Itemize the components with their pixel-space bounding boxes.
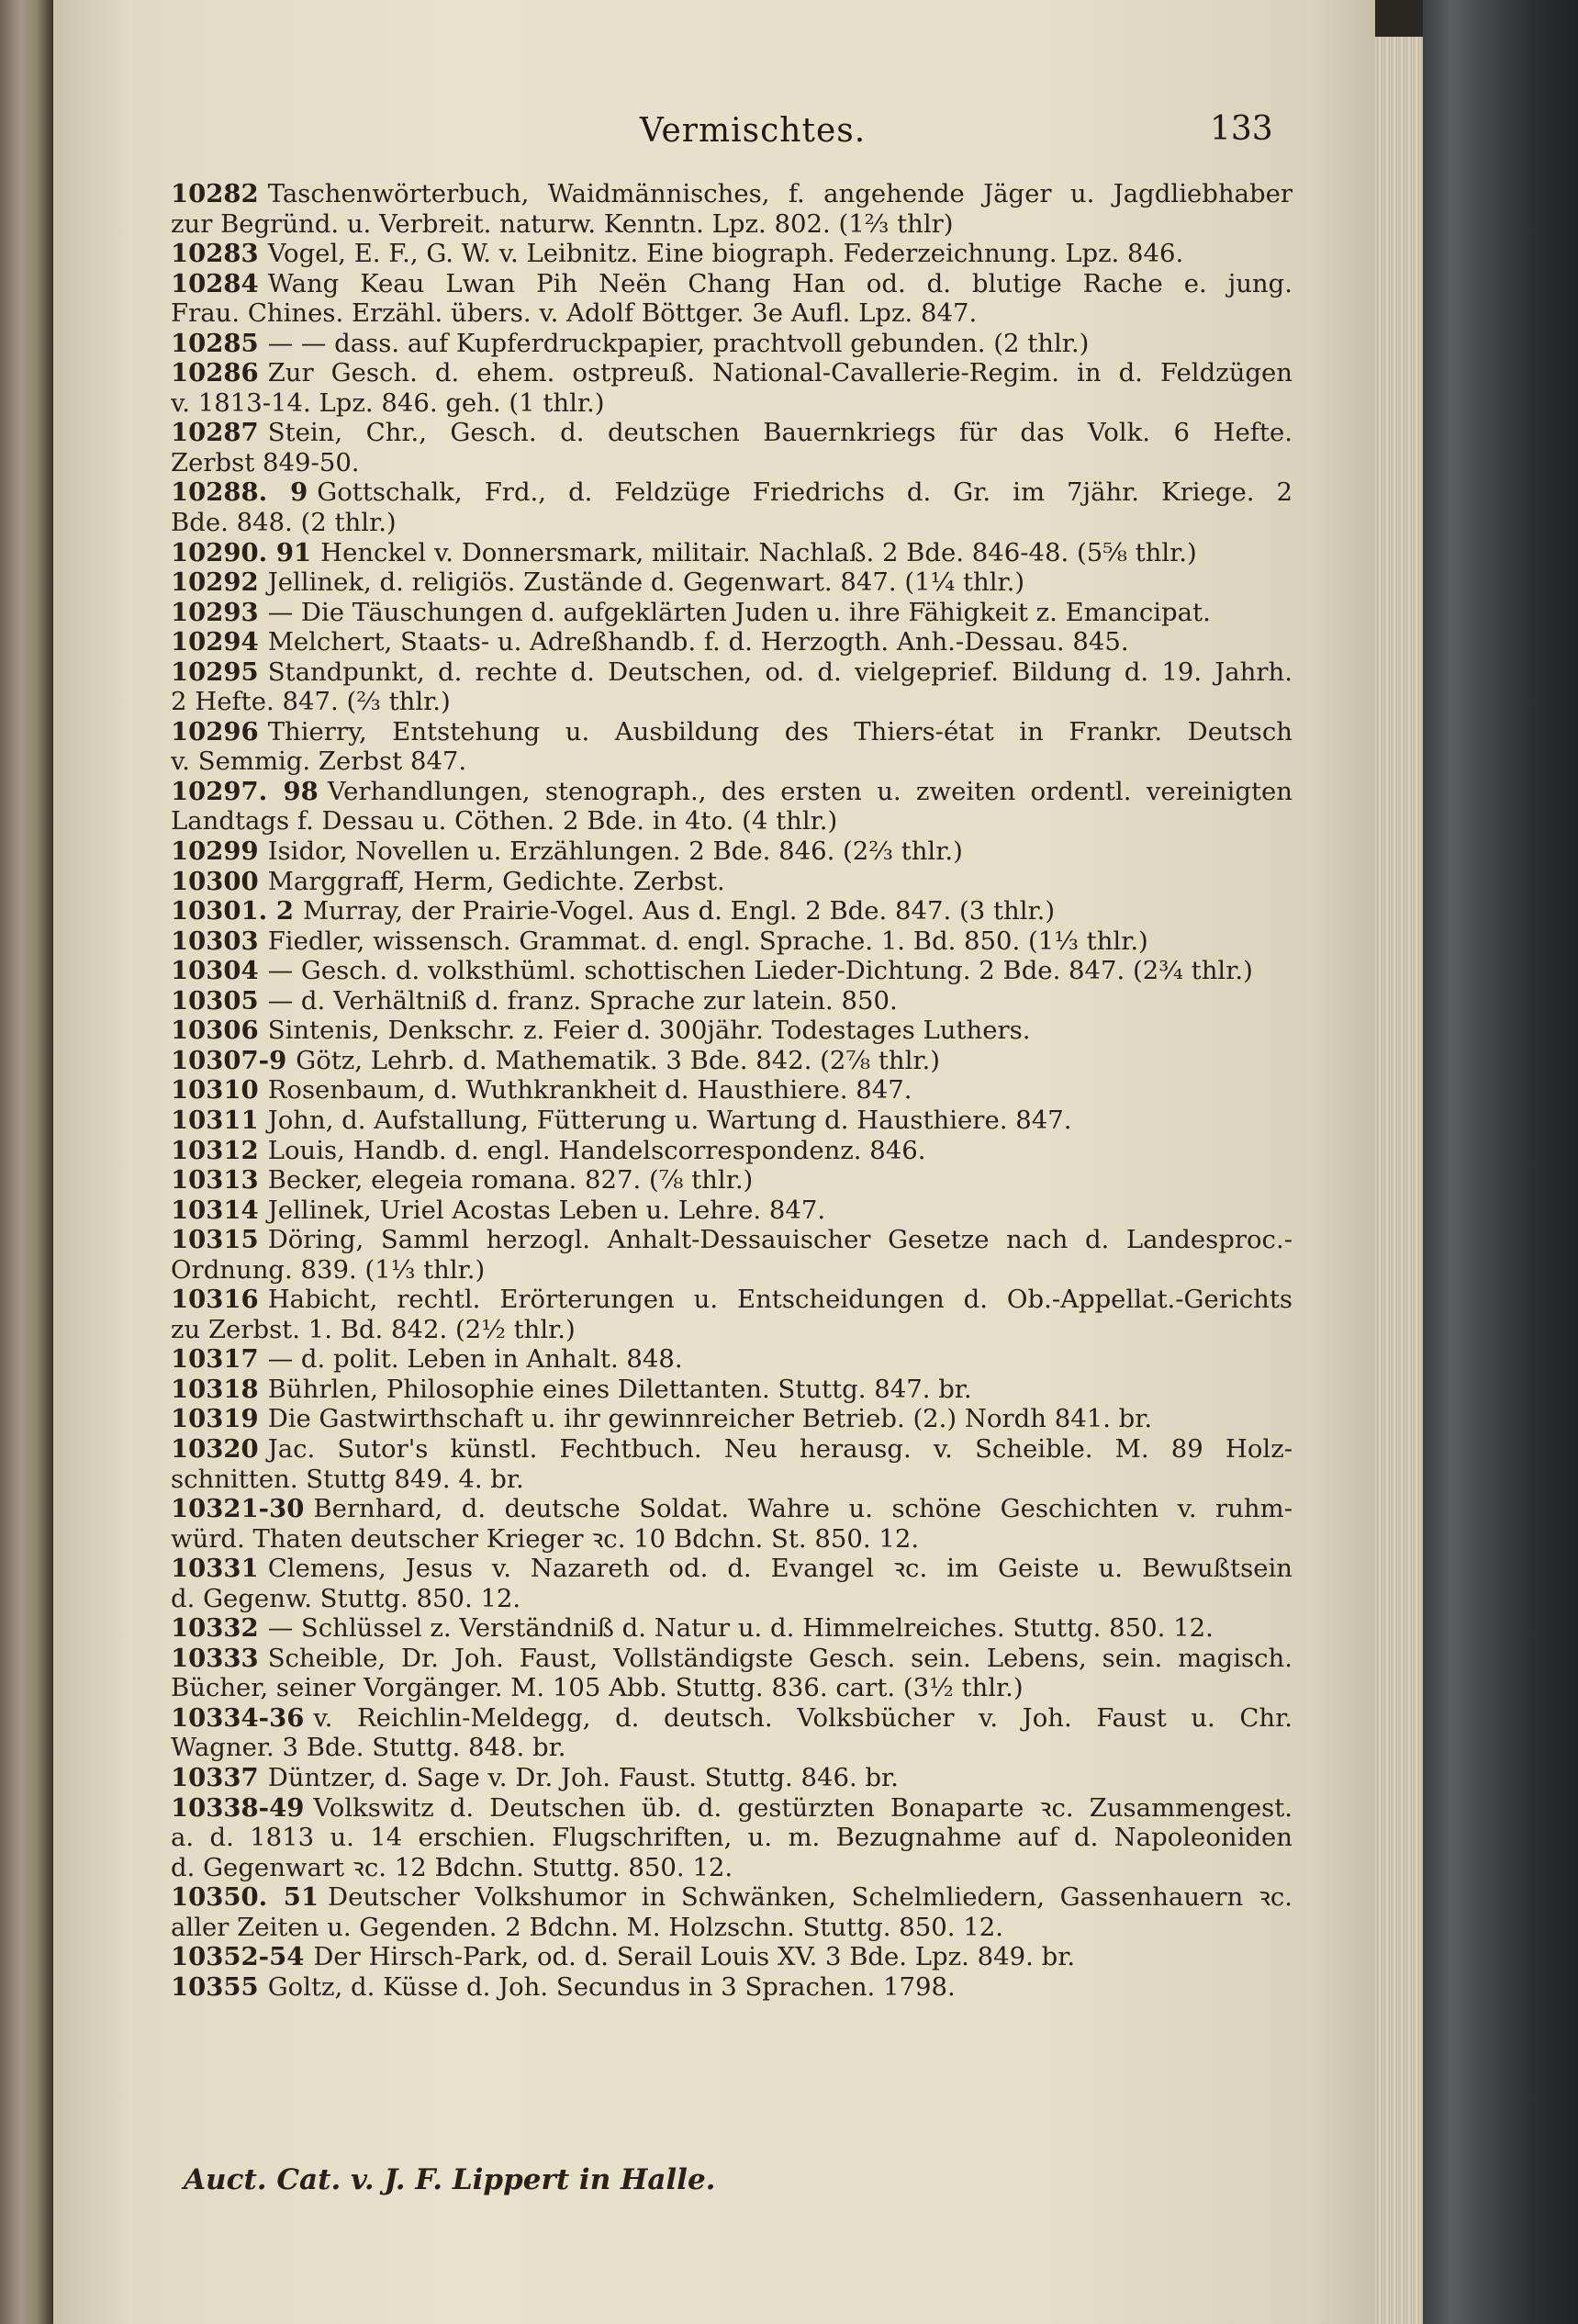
- entry-text: Bücher, seiner Vorgänger. M. 105 Abb. Stuttg. 836. cart. (3½ thlr.): [171, 1673, 1024, 1703]
- entry-first-line: [171, 1046, 1293, 1076]
- book-spine: [1423, 0, 1578, 2324]
- entry-first-line: [171, 1165, 1293, 1196]
- entry-text: d. Gegenwart ꝛc. 12 Bdchn. Stuttg. 850. 12.: [171, 1852, 733, 1882]
- footer-imprint: Auct. Cat. v. J. F. Lippert in Halle.: [184, 2163, 716, 2196]
- entry-text: Ordnung. 839. (1⅓ thlr.): [171, 1254, 486, 1285]
- entry-first-line: [171, 1882, 1293, 1913]
- entry-text: Der Hirsch-Park, od. d. Serail Louis XV. 3 Bde. Lpz. 849. br.: [313, 1942, 1076, 1972]
- catalog-entry: [171, 1882, 1293, 1942]
- catalog-entry: [171, 358, 1293, 418]
- lot-number: 10286: [171, 358, 259, 388]
- entry-continuation-line: [171, 209, 1293, 240]
- lot-number: 10284: [171, 268, 259, 298]
- lot-number: 10288. 9: [171, 477, 308, 508]
- entry-first-line: [171, 1285, 1293, 1315]
- entry-continuation-line: [171, 1255, 1293, 1285]
- entry-text: Götz, Lehrb. d. Mathematik. 3 Bde. 842. (2⅞ thlr.): [296, 1045, 940, 1075]
- entry-text: Zur Gesch. d. ehem. ostpreuß. National-Cavallerie-Regim. in d. Feldzügen: [267, 358, 1293, 388]
- entry-first-line: [171, 269, 1293, 299]
- entry-first-line: [171, 1106, 1293, 1136]
- entry-text: Louis, Handb. d. engl. Handelscorrespondenz. 846.: [267, 1135, 926, 1165]
- entry-first-line: [171, 657, 1293, 688]
- entry-text: 2 Hefte. 847. (⅔ thlr.): [171, 687, 451, 717]
- lot-number: 10293: [171, 597, 259, 627]
- lot-number: 10304: [171, 956, 259, 986]
- entry-text: Taschenwörterbuch, Waidmännisches, f. angehende Jäger u. Jagdliebhaber: [267, 179, 1293, 208]
- catalog-entry: [171, 1434, 1293, 1494]
- catalog-entry: [171, 986, 1293, 1016]
- entry-text: zu Zerbst. 1. Bd. 842. (2½ thlr.): [171, 1314, 576, 1344]
- catalog-entry: [171, 1644, 1293, 1703]
- catalog-entry: [171, 896, 1293, 926]
- entry-text: v. 1813-14. Lpz. 846. geh. (1 thlr.): [171, 387, 605, 418]
- entry-text: Murray, der Prairie-Vogel. Aus d. Engl. 2 Bde. 847. (3 thlr.): [302, 896, 1056, 926]
- entry-first-line: [171, 1613, 1293, 1644]
- lot-number: 10306: [171, 1016, 259, 1046]
- catalog-entry: [171, 1196, 1293, 1226]
- entry-continuation-line: [171, 1584, 1293, 1614]
- entry-text: Clemens, Jesus v. Nazareth od. d. Evangel ꝛc. im Geiste u. Bewußtsein: [267, 1554, 1293, 1584]
- entry-text: Henckel v. Donnersmark, militair. Nachlaß. 2 Bde. 846-48. (5⅝ thlr.): [320, 537, 1197, 567]
- lot-number: 10303: [171, 926, 259, 956]
- entry-text: — Schlüssel z. Verständniß d. Natur u. d. Himmelreiches. Stuttg. 850. 12.: [267, 1613, 1214, 1644]
- entry-first-line: [171, 1703, 1293, 1734]
- entry-continuation-line: [171, 1524, 1293, 1555]
- catalog-entry: [171, 1494, 1293, 1554]
- entry-text: — d. polit. Leben in Anhalt. 848.: [267, 1344, 683, 1375]
- entry-text: Wang Keau Lwan Pih Neën Chang Han od. d. blutige Rache e. jung.: [267, 268, 1293, 298]
- entry-text: Bernhard, d. deutsche Soldat. Wahre u. schöne Geschichten v. ruhm-: [313, 1494, 1293, 1524]
- entry-first-line: [171, 239, 1293, 269]
- catalog-entry: [171, 777, 1293, 836]
- lot-number: 10350. 51: [171, 1882, 319, 1913]
- entry-first-line: [171, 1075, 1293, 1106]
- catalog-entry: [171, 1046, 1293, 1076]
- entry-text: v. Reichlin-Meldegg, d. deutsch. Volksbücher v. Joh. Faust u. Chr.: [313, 1702, 1293, 1733]
- lot-number: 10317: [171, 1344, 259, 1375]
- entry-text: Düntzer, d. Sage v. Dr. Joh. Faust. Stuttg. 846. br.: [267, 1762, 899, 1792]
- catalog-entry: [171, 1136, 1293, 1166]
- entry-text: würd. Thaten deutscher Krieger ꝛc. 10 Bdchn. St. 850. 12.: [171, 1523, 920, 1554]
- entry-first-line: [171, 1763, 1293, 1793]
- catalog-entry: [171, 567, 1293, 598]
- lot-number: 10287: [171, 418, 259, 448]
- catalog-entry: [171, 329, 1293, 359]
- running-head: Vermischtes.: [639, 112, 867, 150]
- lot-number: 10310: [171, 1075, 259, 1106]
- lot-number: 10305: [171, 985, 259, 1016]
- entry-text: Döring, Samml herzogl. Anhalt-Dessauischer Gesetze nach d. Landesproc.-: [267, 1225, 1293, 1255]
- catalog-entry: [171, 269, 1293, 329]
- entry-text: Thierry, Entstehung u. Ausbildung des Thiers-état in Frankr. Deutsch: [267, 716, 1293, 747]
- catalog-entry: [171, 627, 1293, 657]
- entry-text: Die Gastwirthschaft u. ihr gewinnreicher Betrieb. (2.) Nordh 841. br.: [267, 1404, 1153, 1434]
- entry-text: Standpunkt, d. rechte d. Deutschen, od. d. vielgeprief. Bildung d. 19. Jahrh.: [267, 657, 1293, 687]
- lot-number: 10296: [171, 716, 259, 747]
- entry-text: Bde. 848. (2 thlr.): [171, 508, 397, 538]
- entry-first-line: [171, 1344, 1293, 1375]
- entry-first-line: [171, 1016, 1293, 1046]
- catalog-entry: [171, 956, 1293, 986]
- entry-first-line: [171, 896, 1293, 926]
- entry-text: Landtags f. Dessau u. Cöthen. 2 Bde. in 4to. (4 thlr.): [171, 806, 838, 836]
- entry-first-line: [171, 1972, 1293, 2003]
- entry-continuation-line: [171, 298, 1293, 329]
- lot-number: 10307-9: [171, 1045, 287, 1075]
- catalog-entry: [171, 538, 1293, 568]
- entry-text: Isidor, Novellen u. Erzählungen. 2 Bde. 846. (2⅔ thlr.): [267, 836, 963, 867]
- lot-number: 10311: [171, 1105, 259, 1135]
- entry-continuation-line: [171, 1823, 1293, 1853]
- catalog-entry: [171, 867, 1293, 897]
- lot-number: 10355: [171, 1971, 259, 2002]
- entry-first-line: [171, 1644, 1293, 1674]
- entry-text: schnitten. Stuttg 849. 4. br.: [171, 1464, 524, 1494]
- page-number: 133: [1210, 110, 1273, 148]
- catalog-entry: [171, 477, 1293, 537]
- lot-number: 10333: [171, 1643, 259, 1673]
- catalog-entry: [171, 1106, 1293, 1136]
- lot-number: 10337: [171, 1762, 259, 1792]
- lot-number: 10283: [171, 239, 259, 269]
- entry-continuation-line: [171, 508, 1293, 538]
- catalog-entry: [171, 598, 1293, 628]
- catalog-entry: [171, 1613, 1293, 1644]
- catalog-entry: [171, 1075, 1293, 1106]
- catalog-entry: [171, 1763, 1293, 1793]
- entry-first-line: [171, 1404, 1293, 1434]
- catalog-entry: [171, 1942, 1293, 1972]
- lot-number: 10332: [171, 1613, 259, 1644]
- entry-text: Volkswitz d. Deutschen üb. d. gestürzten Bonaparte ꝛc. Zusammengest.: [313, 1792, 1293, 1823]
- entry-text: Goltz, d. Küsse d. Joh. Secundus in 3 Sprachen. 1798.: [267, 1971, 956, 2002]
- entry-text: Jellinek, d. religiös. Zustände d. Gegenwart. 847. (1¼ thlr.): [267, 567, 1025, 598]
- entry-text: — — dass. auf Kupferdruckpapier, prachtvoll gebunden. (2 thlr.): [267, 328, 1090, 358]
- entry-first-line: [171, 1554, 1293, 1584]
- entry-text: Scheible, Dr. Joh. Faust, Vollständigste Gesch. sein. Lebens, sein. magisch.: [267, 1643, 1293, 1673]
- adjacent-page-edge: [0, 0, 53, 2324]
- catalog-entry: [171, 418, 1293, 477]
- entry-text: Vogel, E. F., G. W. v. Leibnitz. Eine biograph. Federzeichnung. Lpz. 846.: [267, 239, 1184, 269]
- entry-text: v. Semmig. Zerbst 847.: [171, 747, 467, 777]
- entry-first-line: [171, 1225, 1293, 1255]
- catalog-entry: [171, 717, 1293, 777]
- entry-first-line: [171, 956, 1293, 986]
- entry-text: Jellinek, Uriel Acostas Leben u. Lehre. 847.: [267, 1195, 826, 1225]
- entry-continuation-line: [171, 1465, 1293, 1495]
- entry-text: John, d. Aufstallung, Fütterung u. Wartung d. Hausthiere. 847.: [267, 1105, 1072, 1135]
- entry-continuation-line: [171, 1315, 1293, 1345]
- catalog-entry: [171, 1972, 1293, 2003]
- entry-first-line: [171, 836, 1293, 867]
- entry-first-line: [171, 1494, 1293, 1524]
- entry-first-line: [171, 926, 1293, 957]
- entry-continuation-line: [171, 1853, 1293, 1883]
- entry-text: zur Begründ. u. Verbreit. naturw. Kenntn. Lpz. 802. (1⅔ thlr): [171, 208, 954, 239]
- catalog-entry: [171, 1404, 1293, 1434]
- lot-number: 10331: [171, 1554, 259, 1584]
- lot-number: 10292: [171, 567, 259, 598]
- lot-number: 10313: [171, 1165, 259, 1196]
- catalog-entry: [171, 1285, 1293, 1344]
- entry-text: Sintenis, Denkschr. z. Feier d. 300jähr. Todestages Luthers.: [267, 1016, 1031, 1046]
- entry-continuation-line: [171, 1733, 1293, 1763]
- catalog-entry: [171, 1703, 1293, 1763]
- lot-number: 10318: [171, 1374, 259, 1404]
- lot-number: 10319: [171, 1404, 259, 1434]
- lot-number: 10301. 2: [171, 896, 294, 926]
- entry-text: Melchert, Staats- u. Adreßhandb. f. d. Herzogth. Anh.-Dessau. 845.: [267, 627, 1129, 657]
- entry-text: Jac. Sutor's künstl. Fechtbuch. Neu herausg. v. Scheible. M. 89 Holz-: [267, 1433, 1293, 1464]
- catalog-entry: [171, 1225, 1293, 1285]
- lot-number: 10300: [171, 866, 259, 896]
- entry-text: d. Gegenw. Stuttg. 850. 12.: [171, 1583, 521, 1613]
- entry-first-line: [171, 1793, 1293, 1824]
- lot-number: 10320: [171, 1433, 259, 1464]
- entry-text: — Gesch. d. volksthüml. schottischen Lieder-Dichtung. 2 Bde. 847. (2¾ thlr.): [267, 956, 1253, 986]
- entry-text: Marggraff, Herm, Gedichte. Zerbst.: [267, 866, 725, 896]
- page-block-edges: [1375, 37, 1423, 2324]
- catalog-entry: [171, 239, 1293, 269]
- entry-first-line: [171, 1375, 1293, 1405]
- entry-text: Rosenbaum, d. Wuthkrankheit d. Hausthiere. 847.: [267, 1075, 912, 1106]
- catalog-entry: [171, 179, 1293, 239]
- lot-number: 10295: [171, 657, 259, 687]
- lot-number: 10299: [171, 836, 259, 867]
- entry-text: aller Zeiten u. Gegenden. 2 Bdchn. M. Holzschn. Stuttg. 850. 12.: [171, 1912, 1003, 1942]
- entry-continuation-line: [171, 687, 1293, 717]
- catalog-entry: [171, 1554, 1293, 1613]
- lot-number: 10352-54: [171, 1942, 305, 1972]
- entry-first-line: [171, 867, 1293, 897]
- lot-number: 10297. 98: [171, 776, 319, 806]
- catalog-entry: [171, 1375, 1293, 1405]
- entry-continuation-line: [171, 1913, 1293, 1943]
- entry-text: — Die Täuschungen d. aufgeklärten Juden u. ihre Fähigkeit z. Emancipat.: [267, 597, 1211, 627]
- entry-first-line: [171, 358, 1293, 388]
- entry-continuation-line: [171, 448, 1293, 478]
- catalog-entry: [171, 1344, 1293, 1375]
- lot-number: 10334-36: [171, 1702, 305, 1733]
- catalog-entry: [171, 1165, 1293, 1196]
- catalog-entry: [171, 1793, 1293, 1883]
- entry-first-line: [171, 538, 1293, 568]
- entry-text: Becker, elegeia romana. 827. (⅞ thlr.): [267, 1165, 754, 1196]
- entry-text: Zerbst 849-50.: [171, 447, 360, 477]
- entry-first-line: [171, 777, 1293, 807]
- catalog-entries: [171, 179, 1293, 2002]
- entry-continuation-line: [171, 806, 1293, 836]
- lot-number: 10290. 91: [171, 537, 312, 567]
- entry-first-line: [171, 418, 1293, 448]
- catalog-entry: [171, 836, 1293, 867]
- entry-first-line: [171, 567, 1293, 598]
- lot-number: 10338-49: [171, 1792, 305, 1823]
- entry-text: a. d. 1813 u. 14 erschien. Flugschriften, u. m. Bezugnahme auf d. Napoleoniden: [171, 1823, 1293, 1853]
- lot-number: 10312: [171, 1135, 259, 1165]
- entry-continuation-line: [171, 1673, 1293, 1703]
- catalog-entry: [171, 657, 1293, 717]
- entry-continuation-line: [171, 747, 1293, 777]
- entry-first-line: [171, 1434, 1293, 1465]
- lot-number: 10294: [171, 627, 259, 657]
- entry-first-line: [171, 1136, 1293, 1166]
- lot-number: 10321-30: [171, 1494, 305, 1524]
- lot-number: 10314: [171, 1195, 259, 1225]
- entry-text: Stein, Chr., Gesch. d. deutschen Bauernkriegs für das Volk. 6 Hefte.: [267, 418, 1293, 448]
- entry-text: Deutscher Volkshumor in Schwänken, Schelmliedern, Gassenhauern ꝛc.: [328, 1882, 1293, 1913]
- lot-number: 10315: [171, 1225, 259, 1255]
- entry-first-line: [171, 179, 1293, 209]
- entry-first-line: [171, 627, 1293, 657]
- entry-first-line: [171, 329, 1293, 359]
- entry-text: Fiedler, wissensch. Grammat. d. engl. Sprache. 1. Bd. 850. (1⅓ thlr.): [267, 926, 1148, 956]
- entry-text: Frau. Chines. Erzähl. übers. v. Adolf Böttger. 3e Aufl. Lpz. 847.: [171, 298, 978, 329]
- entry-first-line: [171, 717, 1293, 747]
- catalog-entry: [171, 926, 1293, 957]
- entry-first-line: [171, 1196, 1293, 1226]
- entry-first-line: [171, 477, 1293, 508]
- entry-first-line: [171, 986, 1293, 1016]
- entry-continuation-line: [171, 388, 1293, 419]
- entry-first-line: [171, 1942, 1293, 1972]
- entry-first-line: [171, 598, 1293, 628]
- entry-text: Verhandlungen, stenograph., des ersten u. zweiten ordentl. vereinigten: [327, 776, 1293, 806]
- entry-text: Bührlen, Philosophie eines Dilettanten. Stuttg. 847. br.: [267, 1374, 972, 1404]
- lot-number: 10316: [171, 1285, 259, 1315]
- entry-text: Gottschalk, Frd., d. Feldzüge Friedrichs d. Gr. im 7jähr. Kriege. 2: [317, 477, 1293, 508]
- entry-text: Habicht, rechtl. Erörterungen u. Entscheidungen d. Ob.-Appellat.-Gerichts: [267, 1285, 1293, 1315]
- entry-text: — d. Verhältniß d. franz. Sprache zur latein. 850.: [267, 985, 898, 1016]
- lot-number: 10285: [171, 328, 259, 358]
- lot-number: 10282: [171, 179, 259, 208]
- catalog-entry: [171, 1016, 1293, 1046]
- entry-text: Wagner. 3 Bde. Stuttg. 848. br.: [171, 1733, 566, 1763]
